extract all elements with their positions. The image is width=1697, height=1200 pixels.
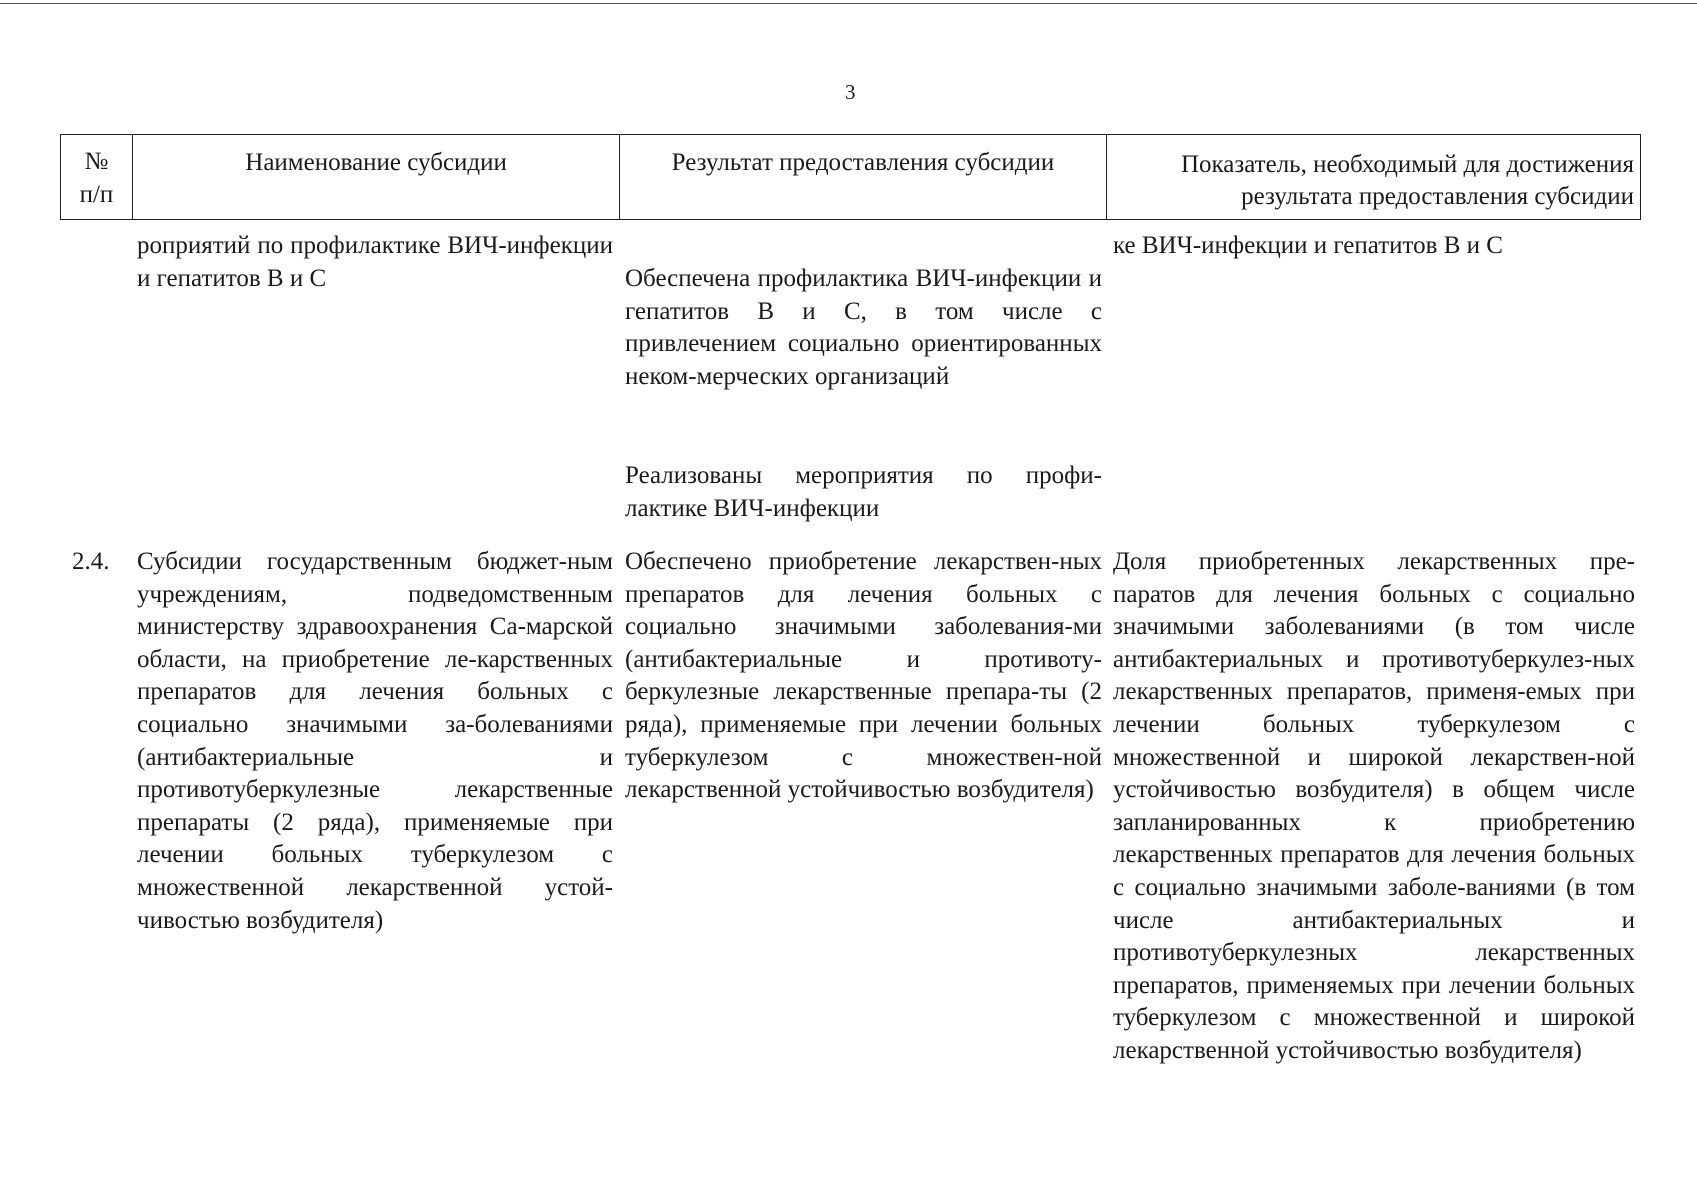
row-1-indicator: ке ВИЧ-инфекции и гепатитов В и С [1113,232,1503,259]
row-1-result-paragraph-1: Обеспечена профилактика ВИЧ-инфекции и гепатитов В и С, в том числе с привлечением социально ориентированных неком-мерческих организаций [625,265,1102,390]
header-number-abbrev: п/п [79,181,114,208]
header-number-column [61,135,133,219]
header-indicator [1107,135,1640,219]
header-subsidy-name: Наименование субсидии [133,135,620,219]
top-edge-line [0,3,1697,4]
row-2-indicator: Доля приобретенных лекарственных пре-паратов для лечения больных с социально значимыми заболеваниями (в том числе антибактериальных и противотуберкулез-ных лекарственных препаратов, применя-емых при лечении больных туберкулезом с множественной и широкой лекарствен-ной устойчивостью возбудителя) в общем числе запланированных к приобретению лекарственных препаратов для лечения больных с социально значимыми заболе-ваниями (в том числе антибактериальных и противотуберкулезных лекарственных препаратов, применяемых при лечении больных туберкулезом с множественной и широкой лекарственной устойчивостью возбудителя) [1113,548,1635,1064]
row-1-result-paragraph-2: Реализованы мероприятия по профи-лактике ВИЧ-инфекции [625,462,1102,522]
row-2-number: 2.4. [72,548,110,575]
row-2-result: Обеспечено приобретение лекарствен-ных препаратов для лечения больных с социально значимыми заболевания-ми (антибактериальные и противоту-беркулезные лекарственные препара-ты (2 ряда), применяемые при лечении больных туберкулезом с множествен-ной лекарственной устойчивостью возбудителя) [625,548,1102,804]
table-header [60,134,1641,220]
page-number: 3 [845,80,856,104]
header-number-symbol: № [84,148,109,175]
header-indicator-line-2: результата предоставления субсидии [1241,183,1634,210]
row-1-subsidy-name: роприятий по профилактике ВИЧ-инфекции и гепатитов В и С [137,232,613,292]
header-indicator-line-1: Показатель, необходимый для достижения [1180,151,1634,178]
header-subsidy-result: Результат предоставления субсидии [620,135,1106,219]
row-2-subsidy-name: Субсидии государственным бюджет-ным учреждениям, подведомственным министерству здравоохранения Са-марской области, на приобретение ле-карственных препаратов для лечения больных с социально значимыми за-болеваниями (антибактериальные и противотуберкулезные лекарственные препараты (2 ряда), применяемые при лечении больных туберкулезом с множественной лекарственной устой-чивостью возбудителя) [137,548,613,934]
